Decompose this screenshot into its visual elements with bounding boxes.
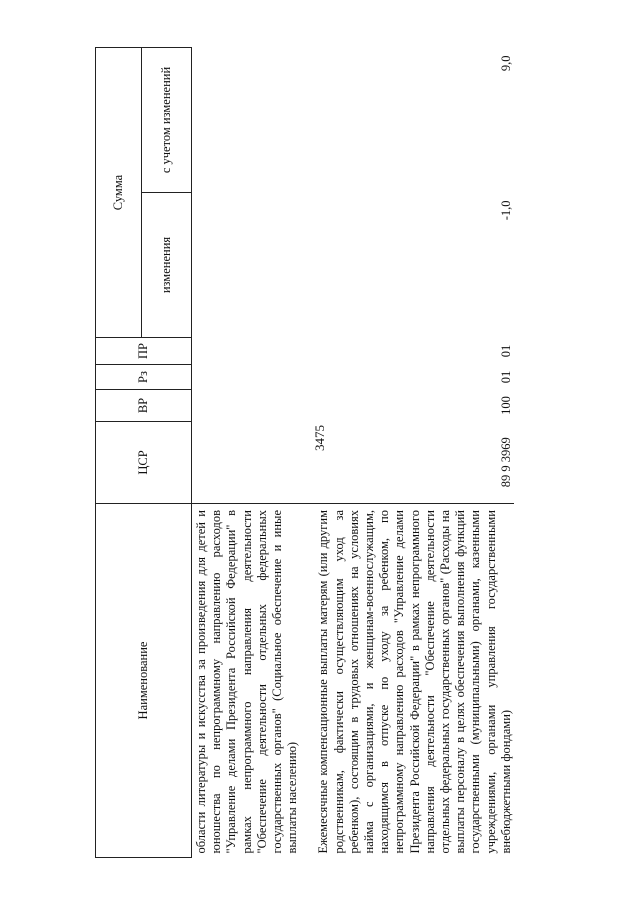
row-pr xyxy=(192,338,313,365)
row-csr xyxy=(192,422,313,504)
header-vr: ВР xyxy=(96,390,192,422)
header-rz: Рз xyxy=(96,365,192,390)
header-with-changes: с учетом изменений xyxy=(142,48,192,193)
row-csr: 89 9 3969 xyxy=(498,437,513,488)
header-csr: ЦСР xyxy=(96,422,192,504)
row-vr xyxy=(192,390,313,422)
row-with-changes: 9,0 xyxy=(498,55,513,72)
row-rz: 01 xyxy=(498,370,513,384)
row-change: -1,0 xyxy=(498,200,513,221)
row-name: области литературы и искусства за произведения для детей и юношества по непрограммному направлению расходов "Управление делами Президента Российской Федерации" в рамках непрограммного направления деятельности "Обеспечение деятельности отдельных федеральных государственных органов" (Социальное обеспечение и иные выплаты населению) xyxy=(192,504,313,858)
header-name: Наименование xyxy=(96,504,192,858)
table-row xyxy=(192,48,313,858)
header-change: изменения xyxy=(142,193,192,338)
row-rz xyxy=(192,365,313,390)
page-number: 3475 xyxy=(312,425,327,451)
row-with-changes xyxy=(192,48,313,193)
rotated-page xyxy=(95,48,595,858)
header-sum: Сумма xyxy=(96,48,142,338)
table-row xyxy=(312,48,514,858)
header-pr: ПР xyxy=(96,338,192,365)
row-pr: 01 xyxy=(498,344,513,358)
row-change xyxy=(192,193,313,338)
row-name: Ежемесячные компенсационные выплаты матерям (или другим родственникам, фактически осуществляющим уход за ребенком), состоящим в трудовых отношениях на условиях найма с организациями, и женщинам-военнослужащим, находящимся в отпуске по уходу за ребенком, по непрограммному направлению расходов "Управление делами Президента Российской Федерации" в рамках непрограммного направления деятельности "Обеспечение деятельности отдельных федеральных государственных органов" (Расходы на выплаты персоналу в целях обеспечения выполнения функций государственными (муниципальными) органами, казенными учреждениями, органами управления государственными внебюджетными фондами) xyxy=(312,504,514,858)
budget-table xyxy=(95,47,514,858)
row-vr: 100 xyxy=(498,396,513,415)
